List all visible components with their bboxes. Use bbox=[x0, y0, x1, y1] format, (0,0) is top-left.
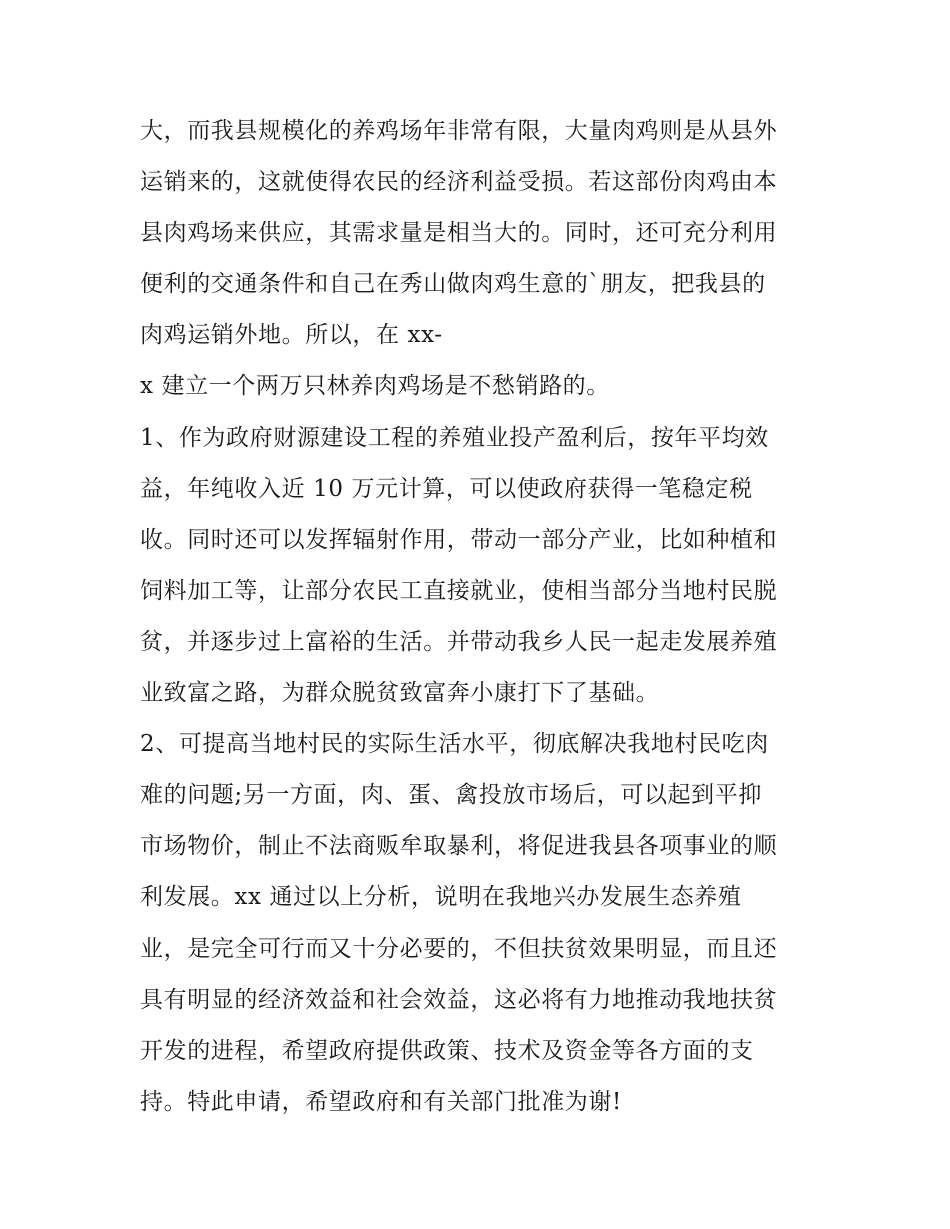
text-line: 贫，并逐步过上富裕的生活。并带动我乡人民一起走发展养殖 bbox=[140, 628, 778, 655]
text-line: 大，而我县规模化的养鸡场年非常有限，大量肉鸡则是从县外 bbox=[140, 118, 778, 144]
text-line: 业致富之路，为群众脱贫致富奔小康打下了基础。 bbox=[140, 680, 660, 707]
text-line: 益，年纯收入近 10 万元计算，可以使政府获得一笔稳定税 bbox=[140, 475, 753, 502]
text-line: 运销来的，这就使得农民的经济利益受损。若这部份肉鸡由本 bbox=[140, 169, 778, 196]
text-line: 2、可提高当地村民的实际生活水平，彻底解决我地村民吃肉 bbox=[140, 731, 769, 758]
text-line: 饲料加工等，让部分农民工直接就业，使相当部分当地村民脱 bbox=[140, 577, 778, 604]
text-line: 业，是完全可行而又十分必要的，不但扶贫效果明显，而且还 bbox=[140, 935, 778, 962]
text-line: 开发的进程，希望政府提供政策、技术及资金等各方面的支 bbox=[140, 1037, 754, 1064]
text-line: 具有明显的经济效益和社会效益，这必将有力地推动我地扶贫 bbox=[140, 986, 778, 1013]
text-line: 利发展。xx 通过以上分析，说明在我地兴办发展生态养殖 bbox=[140, 884, 742, 911]
text-line: 县肉鸡场来供应，其需求量是相当大的。同时，还可充分利用 bbox=[140, 220, 778, 247]
text-line: 便利的交通条件和自己在秀山做肉鸡生意的`朋友，把我县的 bbox=[140, 271, 766, 298]
text-line: 持。特此申请，希望政府和有关部门批准为谢! bbox=[140, 1088, 622, 1115]
text-line: 1、作为政府财源建设工程的养殖业投产盈利后，按年平均效 bbox=[140, 424, 769, 451]
text-line: 收。同时还可以发挥辐射作用，带动一部分产业，比如种植和 bbox=[140, 526, 778, 553]
body-text bbox=[140, 106, 840, 1128]
text-line: 难的问题;另一方面，肉、蛋、禽投放市场后，可以起到平抑 bbox=[140, 782, 762, 809]
text-line: 市场物价，制止不法商贩牟取暴利，将促进我县各项事业的顺 bbox=[140, 833, 778, 860]
text-line: x 建立一个两万只林养肉鸡场是不愁销路的。 bbox=[140, 373, 610, 400]
text-line: 肉鸡运销外地。所以，在 xx- bbox=[140, 322, 443, 349]
